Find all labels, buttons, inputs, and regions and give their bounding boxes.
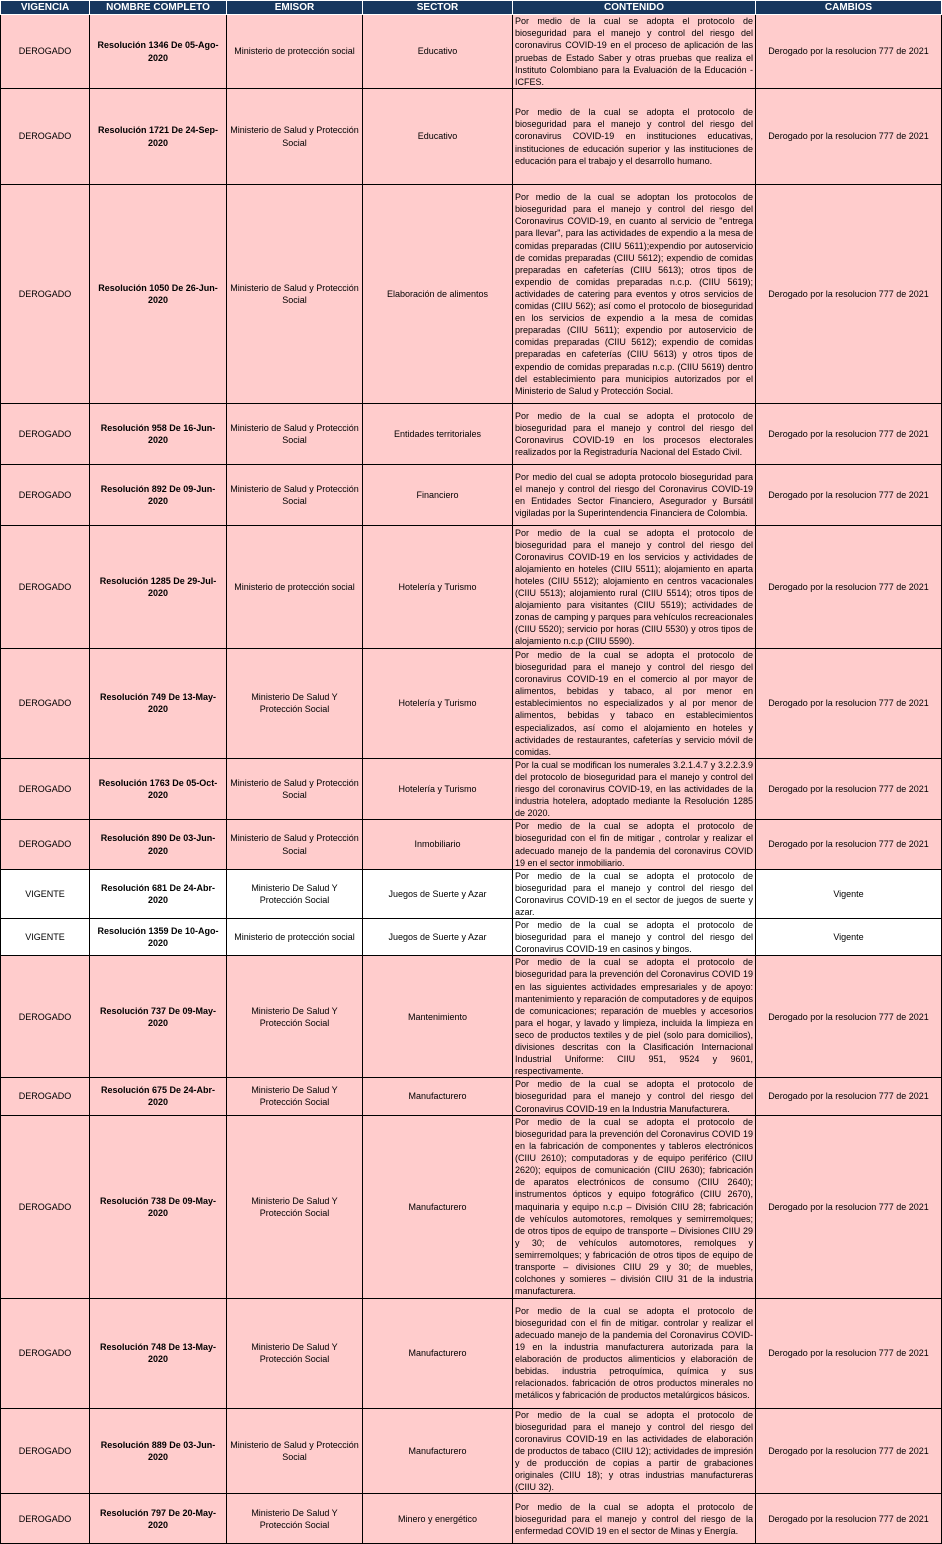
cell-nombre: Resolución 797 De 20-May-2020 [90,1494,227,1544]
cell-emisor: Ministerio De Salud Y Protección Social [227,1078,363,1115]
table-row [1,89,942,185]
cell-contenido: Por medio de la cual se adopta el protocolo de bioseguridad para el manejo y control del riesgo del coronavirus COVID-19 en el comercio al por mayor de alimentos, bebidas y tabaco, al por menor en establecimientos no especializados y al por menor de alimentos, bebidas y tabaco en establecimientos especializados, así como el alojamiento en hoteles y actividades de restaurantes, cafeterías y servicio móvil de comidas. [513,649,756,759]
table-row [1,1115,942,1298]
cell-nombre: Resolución 1285 De 29-Jul-2020 [90,526,227,649]
cell-cambios: Derogado por la resolucion 777 de 2021 [756,89,942,185]
cell-emisor: Ministerio de Salud y Protección Social [227,185,363,404]
cell-cambios: Derogado por la resolucion 777 de 2021 [756,1494,942,1544]
cell-emisor: Ministerio De Salud Y Protección Social [227,1298,363,1408]
header-row [1,1,942,15]
cell-cambios: Derogado por la resolucion 777 de 2021 [756,15,942,89]
cell-contenido: Por medio de la cual se adopta el protocolo de bioseguridad para el manejo y control del riesgo del Coronavirus COVID-19 en los servicios y actividades de alojamiento en hoteles (CIIU 5511); alojamiento en aparta hoteles (CIIU 5512); alojamiento en centros vacacionales (CIIU 5513); alojamiento rural (CIIU 5514); otros tipos de alojamiento para visitantes (CIIU 5519); actividades de zonas de camping y parques para vehículos recreacionales (CIIU 5520); servicio por horas (CIIU 5530) y otros tipos de alojamiento n.c.p (CIIU 5590). [513,526,756,649]
cell-contenido: Por medio de la cual se adopta el protocolo de bioseguridad para el manejo y control del riesgo del Coronavirus COVID-19 en la Industria Manufacturera. [513,1078,756,1115]
cell-contenido: Por medio de la cual se adopta el protocolo de bioseguridad para el manejo y control del riesgo del Coronavirus COVID-19 en casinos y bingos. [513,919,756,956]
cell-cambios: Derogado por la resolucion 777 de 2021 [756,1298,942,1408]
cell-sector: Manufacturero [363,1115,513,1298]
cell-sector: Mantenimiento [363,956,513,1078]
cell-sector: Educativo [363,89,513,185]
cell-nombre: Resolución 892 De 09-Jun-2020 [90,465,227,526]
cell-vigencia: DEROGADO [1,1408,90,1494]
cell-cambios: Derogado por la resolucion 777 de 2021 [756,758,942,819]
cell-contenido: Por medio de la cual se adopta el protocolo de bioseguridad para el manejo y control del riesgo del coronavirus COVID-19 en instituciones educativas, instituciones de educación superior y las instituciones de educación para el trabajo y el desarrollo humano. [513,89,756,185]
cell-cambios: Derogado por la resolucion 777 de 2021 [756,185,942,404]
cell-emisor: Ministerio de protección social [227,526,363,649]
cell-contenido: Por medio del cual se adopta protocolo bioseguridad para el manejo y control del riesgo del Coronavirus COVID-19 en Entidades Sector Financiero, Asegurador y Bursátil vigiladas por la Superintendencia Financiera de Colombia. [513,465,756,526]
cell-vigencia: DEROGADO [1,89,90,185]
cell-vigencia: DEROGADO [1,956,90,1078]
cell-sector: Financiero [363,465,513,526]
table-row [1,465,942,526]
cell-vigencia: DEROGADO [1,1115,90,1298]
cell-vigencia: VIGENTE [1,919,90,956]
cell-vigencia: DEROGADO [1,820,90,869]
cell-emisor: Ministerio de Salud y Protección Social [227,1408,363,1494]
cell-contenido: Por medio de la cual se adopta el protocolo de bioseguridad para el manejo y control del riesgo del coronavirus COVID-19 en las actividades de elaboración de productos de tabaco (CIIU 12); actividades de impresión y de producción de copias a partir de grabaciones originales (CIIU 18); y otras industrias manufactureras (CIIU 32). [513,1408,756,1494]
table-row [1,185,942,404]
cell-nombre: Resolución 681 De 24-Abr-2020 [90,869,227,918]
cell-cambios: Derogado por la resolucion 777 de 2021 [756,526,942,649]
cell-emisor: Ministerio de Salud y Protección Social [227,758,363,819]
cell-sector: Inmobiliario [363,820,513,869]
cell-contenido: Por medio de la cual se adoptan los protocolos de bioseguridad para el manejo y control del riesgo del Coronavirus COVID-19, en cuanto al servicio de "entrega para llevar", para las actividades de expendio a la mesa de comidas preparadas (CIIU 5611);expendio por autoservicio de comidas preparadas (CIIU 5612); expendio de comidas preparadas en cafeterías (CIIU 5613); otros tipos de expendio de comidas preparadas n.c.p. (CIIU 5619); actividades de catering para eventos y otros servicios de comidas (CIIU 562); así como el protocolo de bioseguridad en los servicios de expendio a la mesa de comidas preparadas (CIIU 5611); expendio por autoservicio de comidas preparadas (CIIU 5612); expendio de comidas preparadas en cafeterías (CIIU 5613) y otros tipos de expendio de comidas preparadas n.c.p. (CIIU 5619) dentro del establecimiento para municipios autorizados por el Ministerio de Salud y Protección Social. [513,185,756,404]
table-row [1,526,942,649]
cell-vigencia: DEROGADO [1,758,90,819]
cell-nombre: Resolución 1721 De 24-Sep-2020 [90,89,227,185]
cell-emisor: Ministerio de Salud y Protección Social [227,89,363,185]
table-row [1,956,942,1078]
cell-vigencia: DEROGADO [1,404,90,465]
cell-emisor: Ministerio De Salud Y Protección Social [227,869,363,918]
cell-cambios: Derogado por la resolucion 777 de 2021 [756,1115,942,1298]
cell-sector: Minero y energético [363,1494,513,1544]
cell-cambios: Derogado por la resolucion 777 de 2021 [756,820,942,869]
cell-cambios: Derogado por la resolucion 777 de 2021 [756,956,942,1078]
cell-emisor: Ministerio De Salud Y Protección Social [227,1115,363,1298]
cell-emisor: Ministerio De Salud Y Protección Social [227,649,363,759]
col-header-contenido: CONTENIDO [513,1,756,15]
table-row [1,1494,942,1544]
cell-vigencia: VIGENTE [1,869,90,918]
cell-sector: Educativo [363,15,513,89]
cell-nombre: Resolución 1346 De 05-Ago-2020 [90,15,227,89]
cell-nombre: Resolución 737 De 09-May-2020 [90,956,227,1078]
cell-sector: Manufacturero [363,1078,513,1115]
cell-contenido: Por medio de la cual se adopta el protocolo de bioseguridad para el manejo y control del riesgo de la enfermedad COVID 19 en el sector de Minas y Energía. [513,1494,756,1544]
cell-contenido: Por medio de la cual se adopta el protocolo de bioseguridad para el manejo y control del riesgo del Coronavirus COVID-19 en los procesos electorales realizados por la Registraduría Nacional del Estado Civil. [513,404,756,465]
cell-cambios: Derogado por la resolucion 777 de 2021 [756,465,942,526]
cell-nombre: Resolución 738 De 09-May-2020 [90,1115,227,1298]
cell-nombre: Resolución 749 De 13-May-2020 [90,649,227,759]
col-header-cambios: CAMBIOS [756,1,942,15]
col-header-sector: SECTOR [363,1,513,15]
cell-vigencia: DEROGADO [1,465,90,526]
cell-vigencia: DEROGADO [1,1078,90,1115]
cell-emisor: Ministerio de Salud y Protección Social [227,820,363,869]
table-row [1,15,942,89]
cell-vigencia: DEROGADO [1,15,90,89]
cell-sector: Manufacturero [363,1298,513,1408]
cell-sector: Juegos de Suerte y Azar [363,869,513,918]
cell-cambios: Vigente [756,919,942,956]
cell-nombre: Resolución 1359 De 10-Ago-2020 [90,919,227,956]
cell-emisor: Ministerio De Salud Y Protección Social [227,1494,363,1544]
cell-sector: Hotelería y Turismo [363,758,513,819]
table-row [1,869,942,918]
cell-nombre: Resolución 675 De 24-Abr-2020 [90,1078,227,1115]
cell-sector: Hotelería y Turismo [363,526,513,649]
cell-sector: Manufacturero [363,1408,513,1494]
col-header-nombre: NOMBRE COMPLETO [90,1,227,15]
cell-nombre: Resolución 1763 De 05-Oct-2020 [90,758,227,819]
cell-nombre: Resolución 890 De 03-Jun-2020 [90,820,227,869]
cell-sector: Hotelería y Turismo [363,649,513,759]
table-row [1,758,942,819]
table-row [1,820,942,869]
table-body [1,15,942,1544]
table-row [1,1298,942,1408]
cell-nombre: Resolución 958 De 16-Jun-2020 [90,404,227,465]
cell-contenido: Por medio de la cual se adopta el protocolo de bioseguridad para el manejo y control del riesgo del Coronavirus COVID-19 en el sector de juegos de suerte y azar. [513,869,756,918]
cell-cambios: Derogado por la resolucion 777 de 2021 [756,649,942,759]
table-row [1,1078,942,1115]
cell-emisor: Ministerio de protección social [227,15,363,89]
cell-vigencia: DEROGADO [1,649,90,759]
cell-emisor: Ministerio de Salud y Protección Social [227,465,363,526]
cell-nombre: Resolución 1050 De 26-Jun-2020 [90,185,227,404]
cell-nombre: Resolución 889 De 03-Jun-2020 [90,1408,227,1494]
table-row [1,1408,942,1494]
table-row [1,919,942,956]
cell-sector: Entidades territoriales [363,404,513,465]
cell-emisor: Ministerio De Salud Y Protección Social [227,956,363,1078]
table-row [1,649,942,759]
table-row [1,404,942,465]
cell-contenido: Por medio de la cual se adopta el protocolo de bioseguridad para la prevención del Coronavirus COVID 19 en la fabricación de componentes y tableros electrónicos (CIIU 2610); computadoras y de equipo periférico (CIIU 2620); equipos de comunicación (CIIU 2630); fabricación de aparatos electrónicos de consumo (CIIU 2640); instrumentos ópticos y equipo fotográfico (CIIU 2670), maquinaria y equipo n.c.p – División CIIU 28; fabricación de vehículos automotores, remolques y semirremolques; de otros tipos de equipo de transporte – Divisiones CIIU 29 y 30; de vehículos automotores, remolques y semirremolques; y fabricación de otros tipos de equipo de transporte – divisiones CIIU 29 y 30; de muebles, colchones y somieres – división CIIU 31 de la industria manufacturera. [513,1115,756,1298]
cell-vigencia: DEROGADO [1,1298,90,1408]
cell-vigencia: DEROGADO [1,1494,90,1544]
cell-cambios: Derogado por la resolucion 777 de 2021 [756,1078,942,1115]
cell-emisor: Ministerio de Salud y Protección Social [227,404,363,465]
cell-contenido: Por la cual se modifican los numerales 3.2.1.4.7 y 3.2.2.3.9 del protocolo de bioseguridad para el manejo y control del riesgo del coronavirus COVID-19, en las actividades de la industria hotelera, adoptado mediante la Resolución 1285 de 2020. [513,758,756,819]
cell-nombre: Resolución 748 De 13-May-2020 [90,1298,227,1408]
cell-contenido: Por medio de la cual se adopta el protocolo de bioseguridad con el fin de mitigar. controlar y realizar el adecuado manejo de la pandemia del Coronavirus COVID-19 en la industria manufacturera autorizada para la elaboración de productos alimenticios y elaboración de bebidas. industria petroquímica, química y sus relacionados. fabricación de otros productos minerales no metálicos y fabricación de productos metalúrgicos básicos. [513,1298,756,1408]
cell-sector: Juegos de Suerte y Azar [363,919,513,956]
cell-emisor: Ministerio de protección social [227,919,363,956]
cell-contenido: Por medio de la cual se adopta el protocolo de bioseguridad para la prevención del Coronavirus COVID 19 en las siguientes actividades empresariales y de apoyo: mantenimiento y reparación de computadores y de equipos de comunicaciones; reparación de muebles y accesorios para el hogar, y lavado y limpieza, incluida la limpieza en seco de productos textiles y de piel (solo para domicilios), divisiones descritas con la Clasificación Internacional Industrial Uniforme: CIIU 951, 9524 y 9601, respectivamente. [513,956,756,1078]
cell-sector: Elaboración de alimentos [363,185,513,404]
cell-cambios: Derogado por la resolucion 777 de 2021 [756,1408,942,1494]
col-header-vigencia: VIGENCIA [1,1,90,15]
col-header-emisor: EMISOR [227,1,363,15]
cell-contenido: Por medio de la cual se adopta el protocolo de bioseguridad para el manejo y control del riesgo del coronavirus COVID-19 en el proceso de aplicación de las pruebas de Estado Saber y otras pruebas que realiza el Instituto Colombiano para la Evaluación de la Educación - ICFES. [513,15,756,89]
cell-cambios: Vigente [756,869,942,918]
cell-vigencia: DEROGADO [1,185,90,404]
cell-contenido: Por medio de la cual se adopta el protocolo de bioseguridad con el fin de mitigar , controlar y realizar el adecuado manejo de la pandemia del coronavirus COVID 19 en el sector inmobiliario. [513,820,756,869]
cell-cambios: Derogado por la resolucion 777 de 2021 [756,404,942,465]
cell-vigencia: DEROGADO [1,526,90,649]
